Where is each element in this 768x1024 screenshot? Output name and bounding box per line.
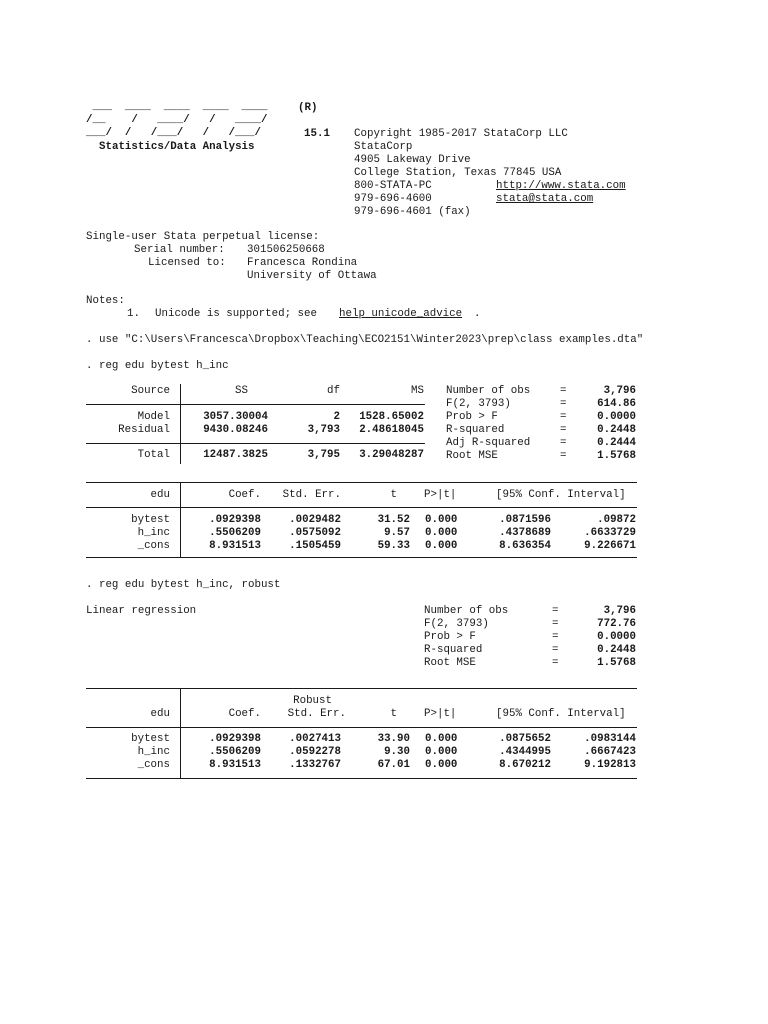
coef-cell: 0.000	[425, 527, 458, 539]
anova-header-ss: SS	[235, 385, 248, 397]
coef-cell: .09872	[597, 514, 636, 526]
corp-street: 4905 Lakeway Drive	[354, 154, 471, 166]
coef-cell: 31.52	[377, 514, 410, 526]
anova-header-source: Source	[131, 385, 170, 397]
licensee-name: Francesca Rondina	[247, 257, 358, 269]
coef-cell: .0875652	[499, 733, 551, 745]
note-number: 1.	[127, 308, 140, 320]
stat-label: Root MSE	[446, 450, 498, 462]
coef-cell: .4344995	[499, 746, 551, 758]
coef-cell: .5506209	[209, 746, 261, 758]
stata-website-link[interactable]: http://www.stata.com	[496, 180, 626, 192]
reg-command-2: . reg edu bytest h_inc, robust	[86, 579, 281, 591]
license-heading: Single-user Stata perpetual license:	[86, 231, 320, 243]
anova-row-ss: 9430.08246	[203, 424, 268, 436]
corp-phone-1: 800-STATA-PC	[354, 180, 432, 192]
coef-cell: .6667423	[584, 746, 636, 758]
stat-eq: =	[560, 437, 567, 449]
coef-cell: 0.000	[425, 733, 458, 745]
stata-logo-line-3: ___/ / /___/ / /___/	[86, 127, 274, 139]
coef-cell: 9.57	[384, 527, 410, 539]
anova-row-label: Residual	[118, 424, 170, 436]
stat-label: Adj R-squared	[446, 437, 531, 449]
anova-row-ss: 3057.30004	[203, 411, 268, 423]
coef-header: edu	[150, 489, 170, 501]
coef-row-var: _cons	[137, 759, 170, 771]
coef-cell: .0929398	[209, 514, 261, 526]
stata-email-link[interactable]: stata@stata.com	[496, 193, 594, 205]
stat-value: 772.76	[597, 618, 636, 630]
coef-cell: 67.01	[377, 759, 410, 771]
anova-row-df: 2	[333, 411, 340, 423]
coef-header: Coef.	[228, 489, 261, 501]
stat-eq: =	[552, 618, 559, 630]
coef-cell: .5506209	[209, 527, 261, 539]
coef-cell: 8.670212	[499, 759, 551, 771]
coef-header: t	[390, 708, 397, 720]
coef-cell: .0871596	[499, 514, 551, 526]
coef-header: [95% Conf. Interval]	[496, 708, 626, 720]
stat-value: 614.86	[597, 398, 636, 410]
corp-fax: 979-696-4601 (fax)	[354, 206, 471, 218]
stat-eq: =	[552, 657, 559, 669]
robust-label: Robust	[293, 695, 332, 707]
coef-header: edu	[150, 708, 170, 720]
stat-label: Root MSE	[424, 657, 476, 669]
note-text: Unicode is supported; see	[155, 308, 317, 320]
stat-label: Prob > F	[424, 631, 476, 643]
stat-label: R-squared	[446, 424, 505, 436]
coef-cell: .6633729	[584, 527, 636, 539]
stat-label: Number of obs	[446, 385, 531, 397]
stat-label: R-squared	[424, 644, 483, 656]
stat-value: 3,796	[603, 605, 636, 617]
coef-cell: .0029482	[289, 514, 341, 526]
corp-name: StataCorp	[354, 141, 413, 153]
stat-eq: =	[560, 450, 567, 462]
reg-command-1: . reg edu bytest h_inc	[86, 360, 229, 372]
coef-header: [95% Conf. Interval]	[496, 489, 626, 501]
coef-cell: .1332767	[289, 759, 341, 771]
stat-value: 1.5768	[597, 450, 636, 462]
coef-cell: .0592278	[289, 746, 341, 758]
coef-cell: 8.931513	[209, 759, 261, 771]
stat-label: Prob > F	[446, 411, 498, 423]
help-unicode-link[interactable]: help unicode_advice	[339, 308, 463, 320]
anova-header-df: df	[327, 385, 340, 397]
version-number: 15.1	[304, 128, 330, 140]
licensee-org: University of Ottawa	[247, 270, 377, 282]
coef-cell: .4378689	[499, 527, 551, 539]
stat-value: 3,796	[603, 385, 636, 397]
anova-row-ms: 2.48618045	[359, 424, 424, 436]
stat-eq: =	[560, 424, 567, 436]
coef-cell: 8.636354	[499, 540, 551, 552]
serial-label: Serial number:	[134, 244, 225, 256]
coef-header: Coef.	[228, 708, 261, 720]
stat-value: 0.0000	[597, 631, 636, 643]
anova-total-ss: 12487.3825	[203, 449, 268, 461]
stat-eq: =	[560, 385, 567, 397]
serial-number: 301506250668	[247, 244, 325, 256]
coef-row-var: h_inc	[137, 746, 170, 758]
coef-cell: 9.226671	[584, 540, 636, 552]
licensed-to-label: Licensed to:	[148, 257, 226, 269]
coef-cell: 0.000	[425, 759, 458, 771]
coef-cell: 9.30	[384, 746, 410, 758]
registered-mark: (R)	[298, 102, 318, 114]
stat-value: 0.2448	[597, 644, 636, 656]
coef-header: P>|t|	[424, 708, 457, 720]
stat-label: Number of obs	[424, 605, 509, 617]
anova-row-ms: 1528.65002	[359, 411, 424, 423]
stat-eq: =	[552, 605, 559, 617]
coef-cell: 33.90	[377, 733, 410, 745]
stat-value: 0.2448	[597, 424, 636, 436]
coef-cell: .0929398	[209, 733, 261, 745]
coef-cell: 0.000	[425, 514, 458, 526]
anova-total-label: Total	[137, 449, 170, 461]
stat-label: F(2, 3793)	[446, 398, 511, 410]
coef-cell: 0.000	[425, 540, 458, 552]
coef-header: Std. Err.	[282, 489, 341, 501]
stat-value: 0.2444	[597, 437, 636, 449]
logo-tagline: Statistics/Data Analysis	[99, 141, 255, 153]
stat-eq: =	[552, 631, 559, 643]
coef-header: t	[390, 489, 397, 501]
copyright-line: Copyright 1985-2017 StataCorp LLC	[354, 128, 568, 140]
stat-value: 0.0000	[597, 411, 636, 423]
anova-row-df: 3,793	[307, 424, 340, 436]
note-end: .	[474, 308, 481, 320]
coef-row-var: bytest	[131, 514, 170, 526]
stat-value: 1.5768	[597, 657, 636, 669]
coef-header: Std. Err.	[287, 708, 346, 720]
coef-header: P>|t|	[424, 489, 457, 501]
coef-cell: 9.192813	[584, 759, 636, 771]
coef-cell: .0575092	[289, 527, 341, 539]
coef-row-var: bytest	[131, 733, 170, 745]
coef-cell: 8.931513	[209, 540, 261, 552]
stat-eq: =	[560, 411, 567, 423]
anova-total-df: 3,795	[307, 449, 340, 461]
use-command: . use "C:\Users\Francesca\Dropbox\Teaching\ECO2151\Winter2023\prep\class examples.dta"	[86, 334, 644, 346]
coef-cell: .0027413	[289, 733, 341, 745]
coef-row-var: h_inc	[137, 527, 170, 539]
stat-eq: =	[552, 644, 559, 656]
coef-cell: 0.000	[425, 746, 458, 758]
anova-total-ms: 3.29048287	[359, 449, 424, 461]
stata-logo-line-1: ___ ____ ____ ____ ____	[86, 101, 274, 113]
stat-label: F(2, 3793)	[424, 618, 489, 630]
corp-city: College Station, Texas 77845 USA	[354, 167, 562, 179]
coef-cell: .0983144	[584, 733, 636, 745]
coef-row-var: _cons	[137, 540, 170, 552]
anova-header-ms: MS	[411, 385, 424, 397]
corp-phone-2: 979-696-4600	[354, 193, 432, 205]
coef-cell: .1505459	[289, 540, 341, 552]
stat-eq: =	[560, 398, 567, 410]
stata-logo-line-2: /__ / ____/ / ____/	[86, 114, 274, 126]
notes-heading: Notes:	[86, 295, 125, 307]
linear-regression-title: Linear regression	[86, 605, 197, 617]
anova-row-label: Model	[137, 411, 170, 423]
coef-cell: 59.33	[377, 540, 410, 552]
